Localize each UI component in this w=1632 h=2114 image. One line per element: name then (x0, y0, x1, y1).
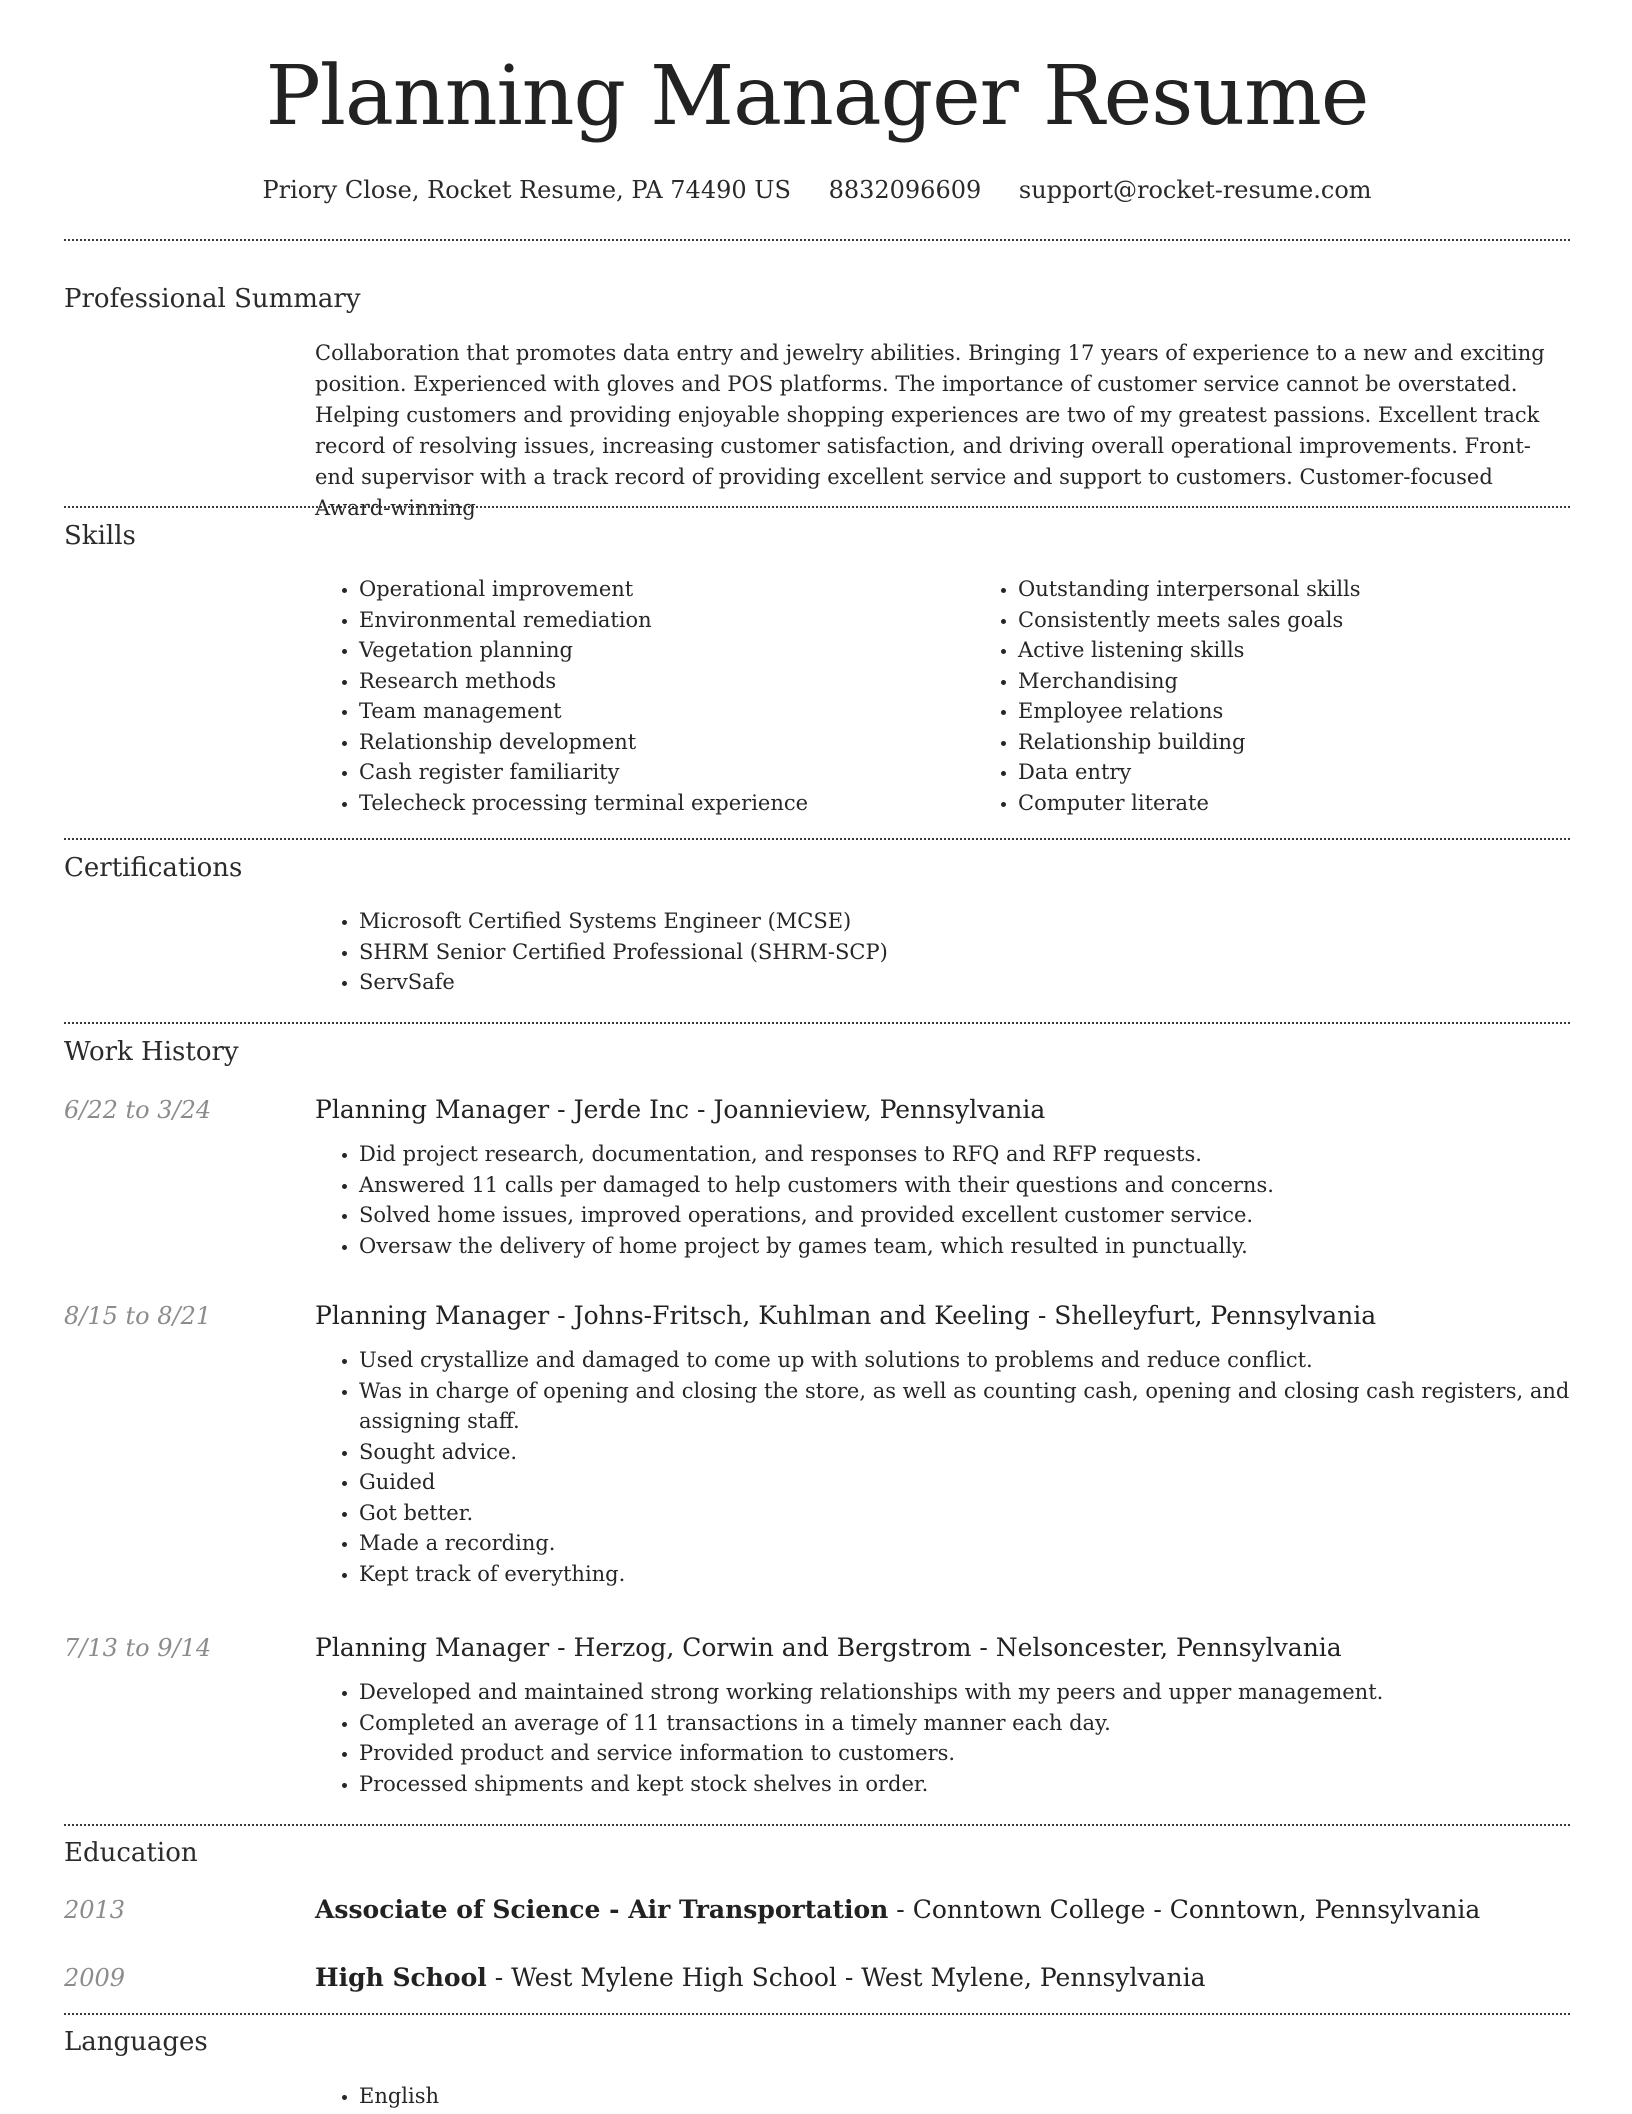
list-item: • Oversaw the delivery of home project by games team, which resulted in punctually. (359, 1231, 1570, 1262)
job-dates: 8/15 to 8/21 (64, 1302, 212, 1330)
list-item: • Got better. (359, 1498, 1570, 1529)
section-title-work-history: Work History (64, 1037, 239, 1067)
list-item: • Solved home issues, improved operations, and provided excellent customer service. (359, 1200, 1570, 1231)
list-item: • Team management (359, 696, 974, 727)
education-separator: - (888, 1895, 913, 1924)
list-item: • Made a recording. (359, 1528, 1570, 1559)
list-item: • Environmental remediation (359, 605, 974, 636)
education-degree: Associate of Science - Air Transportation (315, 1895, 889, 1924)
divider (64, 506, 1570, 508)
languages-block (315, 2081, 1570, 2112)
list-item: • Merchandising (1018, 666, 1632, 697)
skills-columns (315, 574, 1570, 818)
list-item: • Processed shipments and kept stock shelves in order. (359, 1769, 1570, 1800)
list-item: • ServSafe (359, 967, 1570, 998)
job-bullets (315, 1139, 1570, 1261)
list-item: • Consistently meets sales goals (1018, 605, 1632, 636)
education-year: 2009 (64, 1964, 126, 1992)
list-item: • Vegetation planning (359, 635, 974, 666)
education-degree: High School (315, 1963, 487, 1992)
education-entry (315, 1961, 1206, 1995)
job-bullets (315, 1345, 1570, 1589)
list-item: • Employee relations (1018, 696, 1632, 727)
resume-title: Planning Manager Resume (265, 49, 1369, 144)
section-title-certifications: Certifications (64, 853, 243, 883)
education-entry (315, 1893, 1480, 1927)
contact-line (64, 170, 1570, 210)
job-heading: Planning Manager - Johns-Fritsch, Kuhlman and Keeling - Shelleyfurt, Pennsylvania (315, 1301, 1377, 1330)
contact-phone: 8832096609 (828, 176, 982, 204)
divider (64, 1022, 1570, 1024)
section-title-education: Education (64, 1838, 198, 1868)
list-item: • Completed an average of 11 transactions in a timely manner each day. (359, 1708, 1570, 1739)
education-separator: - (486, 1963, 512, 1992)
list-item: • Active listening skills (1018, 635, 1632, 666)
list-item: • Cash register familiarity (359, 757, 974, 788)
summary-text: Collaboration that promotes data entry and jewelry abilities. Bringing 17 years of experience to a new and exciting position. Experienced with gloves and POS platforms. The importance of customer service cannot be overstated. Helping customers and providing enjoyable shopping experiences are two of my greatest passions. Excellent track record of resolving issues, increasing customer satisfaction, and driving overall operational improvements. Front-end supervisor with a track record of providing excellent service and support to customers. Customer-focused Award-winning (315, 341, 1545, 520)
certifications-list (315, 906, 1570, 998)
divider (64, 1824, 1570, 1826)
certifications-block (315, 906, 1570, 998)
contact-email: support@rocket-resume.com (1018, 176, 1372, 204)
divider (64, 239, 1570, 241)
section-title-skills: Skills (64, 521, 136, 551)
job-dates: 7/13 to 9/14 (64, 1634, 212, 1662)
list-item: • Telecheck processing terminal experience (359, 788, 974, 819)
list-item: • Kept track of everything. (359, 1559, 1570, 1590)
list-item: • Answered 11 calls per damaged to help customers with their questions and concerns. (359, 1170, 1570, 1201)
contact-address: Priory Close, Rocket Resume, PA 74490 US (262, 176, 791, 204)
list-item: • Data entry (1018, 757, 1632, 788)
list-item: • Computer literate (1018, 788, 1632, 819)
job-dates: 6/22 to 3/24 (64, 1096, 212, 1124)
education-year: 2013 (64, 1896, 126, 1924)
list-item: • Relationship development (359, 727, 974, 758)
list-item: • Was in charge of opening and closing the store, as well as counting cash, opening and closing cash registers, and assigning staff. (359, 1376, 1570, 1437)
list-item: • SHRM Senior Certified Professional (SHRM-SCP) (359, 937, 1570, 968)
section-title-summary: Professional Summary (64, 284, 361, 314)
list-item: • English (359, 2081, 1570, 2112)
resume-page (64, 0, 1570, 2112)
job-bullets (315, 1677, 1570, 1799)
list-item: • Used crystallize and damaged to come up with solutions to problems and reduce conflict. (359, 1345, 1570, 1376)
education-school: Conntown College - Conntown, Pennsylvania (912, 1895, 1481, 1924)
job-entry (315, 1093, 1570, 1261)
list-item: • Relationship building (1018, 727, 1632, 758)
job-entry (315, 1631, 1570, 1799)
list-item: • Research methods (359, 666, 974, 697)
divider (64, 2013, 1570, 2015)
list-item: • Operational improvement (359, 574, 974, 605)
job-heading: Planning Manager - Jerde Inc - Joannieview, Pennsylvania (315, 1095, 1046, 1124)
list-item: • Guided (359, 1467, 1570, 1498)
list-item: • Sought advice. (359, 1437, 1570, 1468)
education-school: West Mylene High School - West Mylene, Pennsylvania (511, 1963, 1206, 1992)
skills-list-right (974, 574, 1632, 818)
list-item: • Outstanding interpersonal skills (1018, 574, 1632, 605)
list-item: • Microsoft Certified Systems Engineer (MCSE) (359, 906, 1570, 937)
job-entry (315, 1299, 1570, 1589)
list-item: • Did project research, documentation, and responses to RFQ and RFP requests. (359, 1139, 1570, 1170)
divider (64, 838, 1570, 840)
section-title-languages: Languages (64, 2027, 208, 2057)
job-heading: Planning Manager - Herzog, Corwin and Bergstrom - Nelsoncester, Pennsylvania (315, 1633, 1342, 1662)
list-item: • Developed and maintained strong working relationships with my peers and upper management. (359, 1677, 1570, 1708)
list-item: • Provided product and service information to customers. (359, 1738, 1570, 1769)
skills-list-left (315, 574, 974, 818)
languages-list (315, 2081, 1570, 2112)
